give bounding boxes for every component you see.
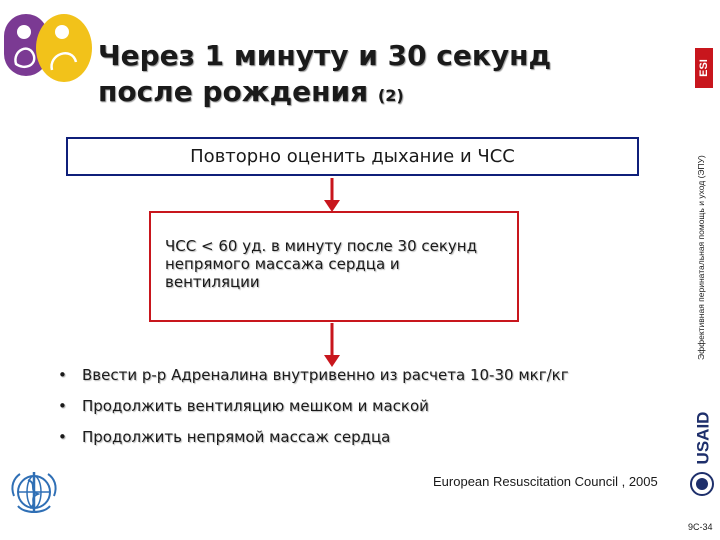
flow-step-assess [66, 137, 639, 176]
action-text-adrenaline: Ввести р-р Адреналина внутривенно из расчета 10-30 мкг/кг [82, 366, 569, 384]
bullet-icon: • [58, 397, 67, 415]
usaid-logo-text: USAID [693, 411, 713, 465]
down-arrow-1 [323, 178, 341, 212]
citation-text: European Resuscitation Council , 2005 [433, 474, 658, 489]
logo-head-left [17, 25, 31, 39]
usaid-logo [688, 398, 716, 498]
logo-head-right [55, 25, 69, 39]
mother-child-logo [2, 6, 94, 84]
slide-title-line2 [98, 74, 658, 114]
page-code: 9C-34 [688, 522, 713, 532]
logo-right-shape [36, 14, 92, 82]
down-arrow-2 [323, 323, 341, 367]
bullet-icon: • [58, 428, 67, 446]
program-vertical-title: Эффективная перинатальная помощь и уход (ЭПУ) [696, 155, 706, 360]
flow-step-condition [149, 211, 519, 322]
action-text-ventilation: Продолжить вентиляцию мешком и маской [82, 397, 429, 415]
esi-badge-text: ESI [697, 59, 710, 77]
condition-line-1: ЧСС < 60 уд. в минуту после 30 секунд [165, 237, 477, 255]
condition-line-2: непрямого массажа сердца и [165, 255, 400, 273]
action-list [58, 366, 569, 459]
who-emblem-icon [8, 466, 60, 518]
list-item [58, 366, 569, 385]
flow-step-assess-text: Повторно оценить дыхание и ЧСС [190, 146, 515, 167]
esi-badge-logo [695, 48, 713, 88]
slide-title-suffix: (2) [377, 86, 404, 105]
condition-line-3: вентиляции [165, 273, 260, 291]
slide-title [98, 38, 658, 114]
list-item [58, 428, 569, 447]
action-text-compressions: Продолжить непрямой массаж сердца [82, 428, 391, 446]
bullet-icon: • [58, 366, 67, 384]
slide-title-line2-text: после рождения [98, 75, 369, 108]
list-item [58, 397, 569, 416]
slide-title-line1: Через 1 минуту и 30 секунд [98, 39, 552, 72]
